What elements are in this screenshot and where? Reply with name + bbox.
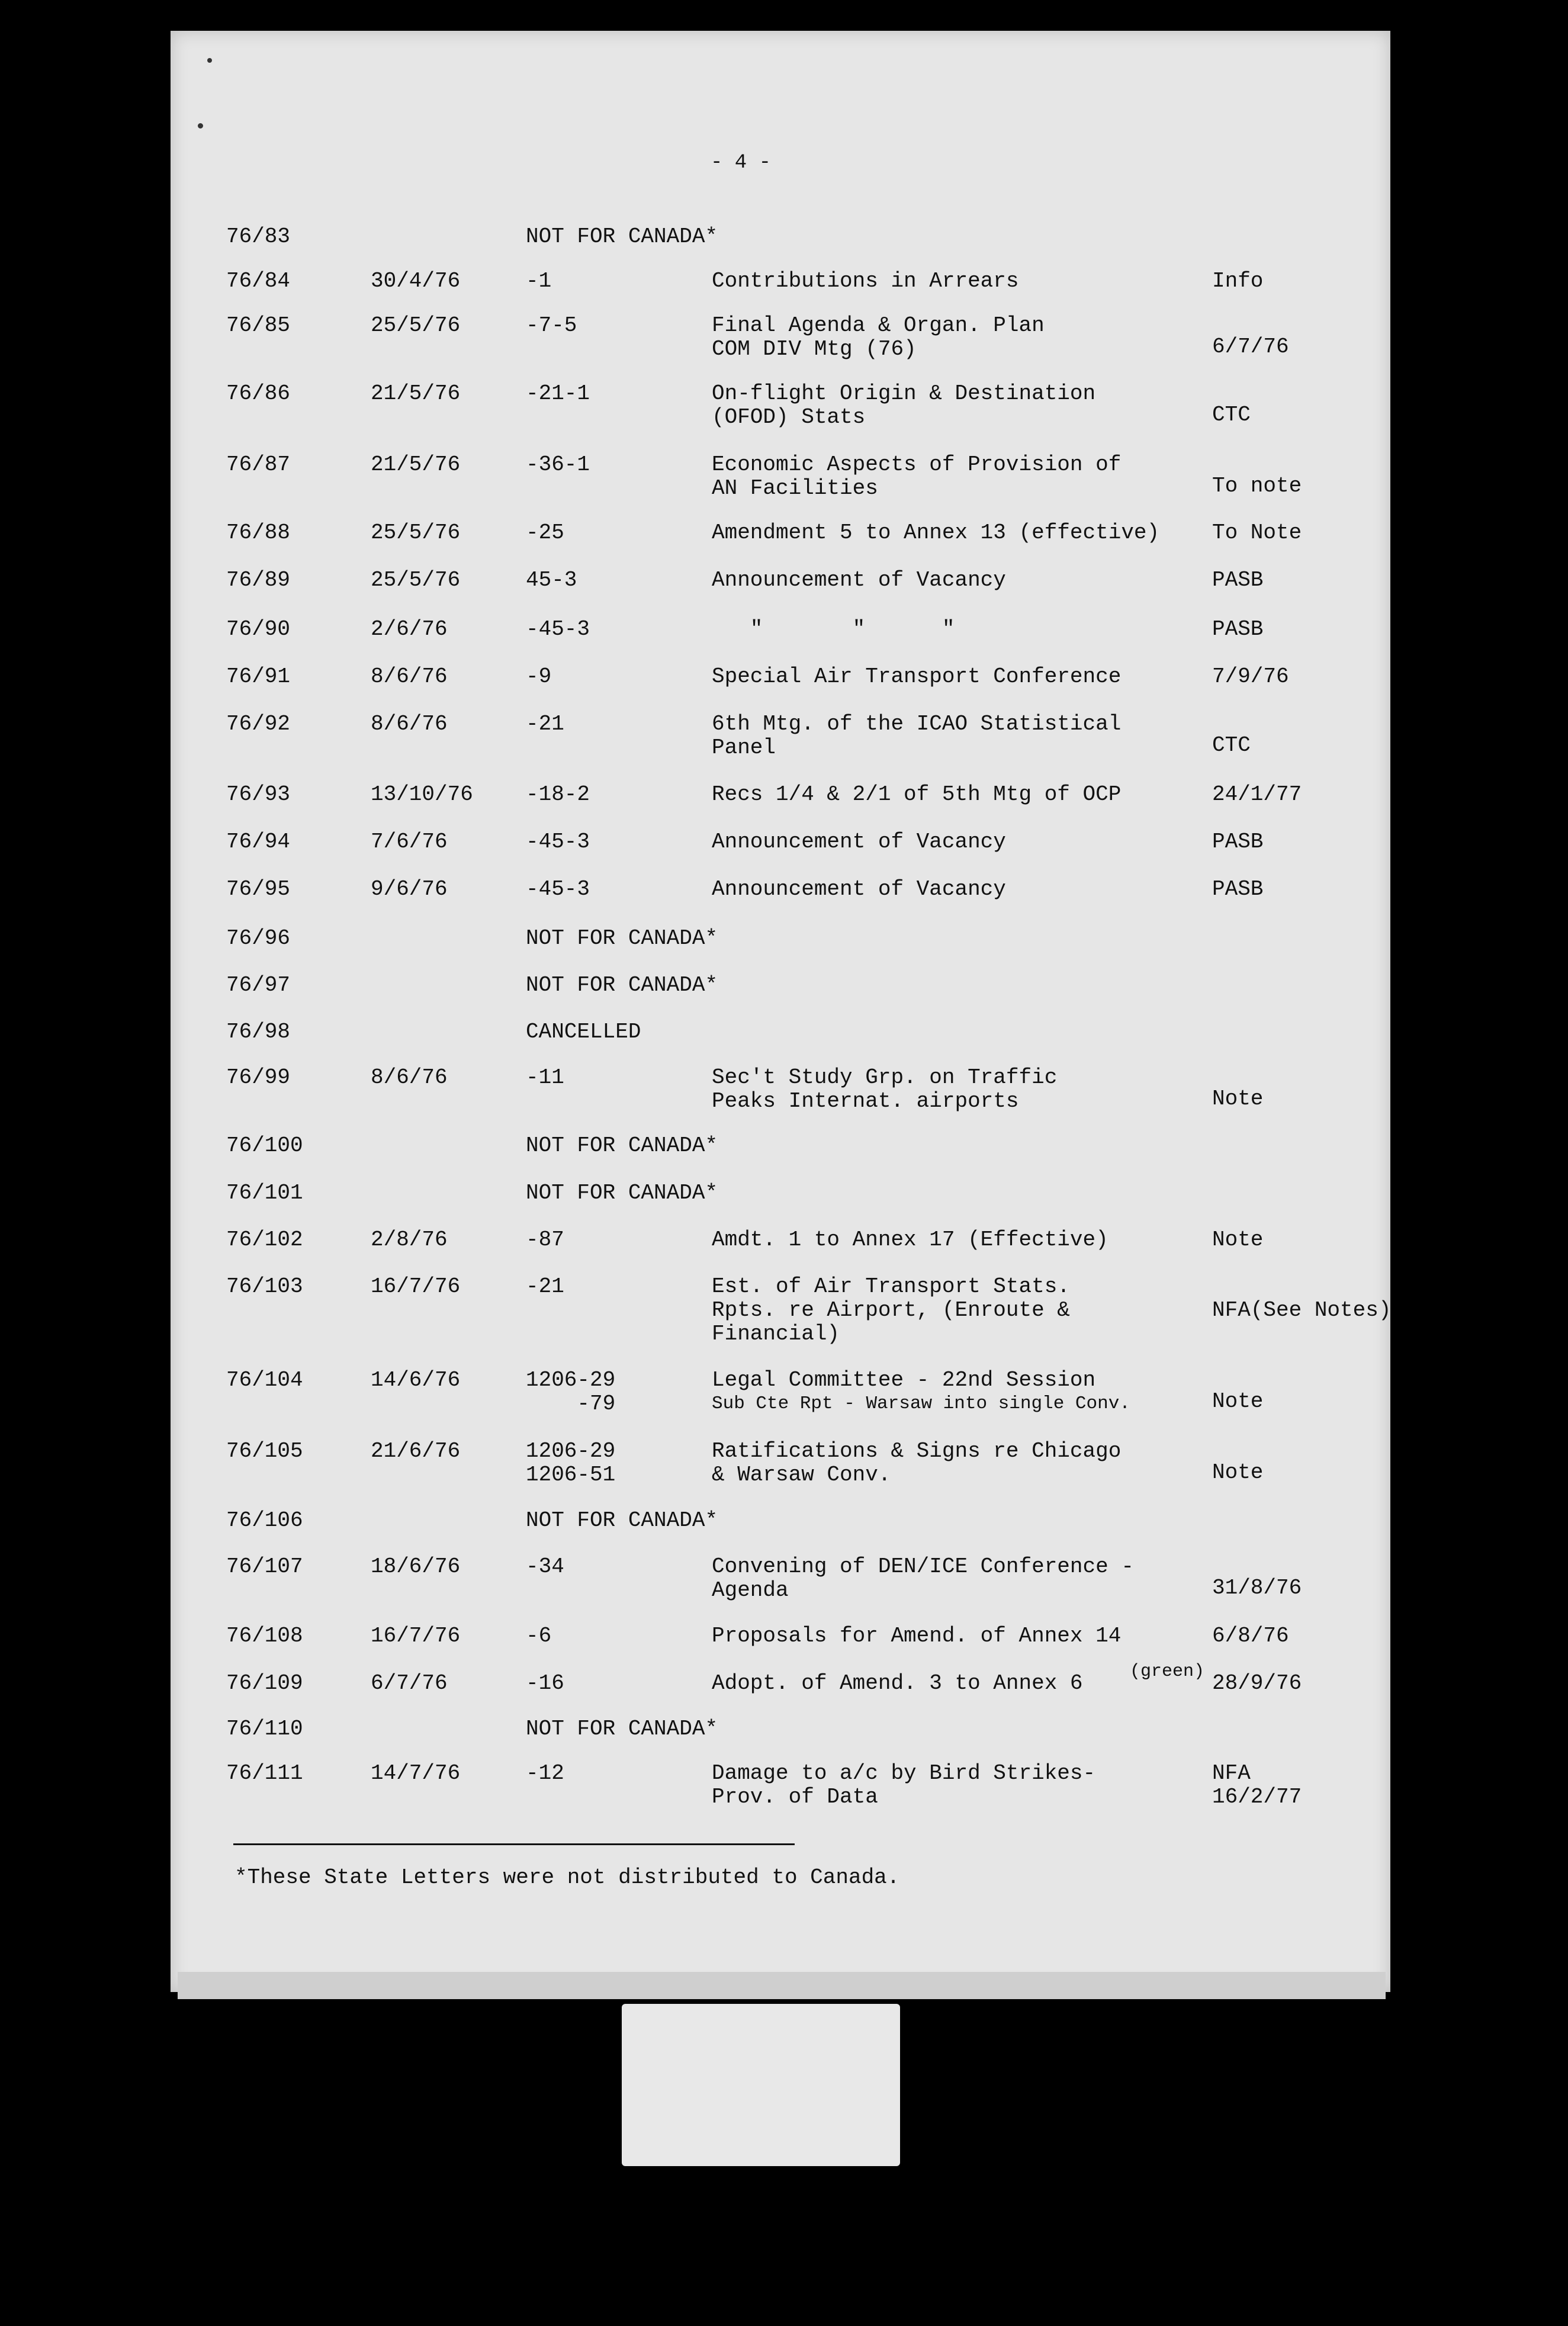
letter-number: 76/88 bbox=[226, 521, 291, 545]
letter-date: 14/6/76 bbox=[371, 1368, 461, 1392]
paper-slip bbox=[622, 2004, 900, 2166]
subject-line: Rpts. re Airport, (Enroute & bbox=[712, 1298, 1070, 1322]
status-note: NOT FOR CANADA* bbox=[526, 1181, 718, 1205]
letter-date: 6/7/76 bbox=[371, 1671, 448, 1695]
file-reference: -25 bbox=[526, 521, 564, 545]
action-taken: CTC bbox=[1212, 733, 1251, 757]
letter-number: 76/97 bbox=[226, 973, 291, 997]
subject-line: Amendment 5 to Annex 13 (effective) bbox=[712, 521, 1160, 545]
status-note: CANCELLED bbox=[526, 1020, 641, 1044]
status-note: NOT FOR CANADA* bbox=[526, 973, 718, 997]
action-taken: 24/1/77 bbox=[1212, 782, 1302, 807]
letter-number: 76/109 bbox=[226, 1671, 303, 1695]
action-taken: PASB bbox=[1212, 877, 1264, 901]
letter-subject bbox=[712, 665, 1121, 689]
letter-number: 76/91 bbox=[226, 664, 291, 689]
file-reference: -45-3 bbox=[526, 877, 590, 901]
subject-line: Proposals for Amend. of Annex 14 bbox=[712, 1624, 1122, 1648]
speck bbox=[198, 123, 203, 128]
action-taken: PASB bbox=[1212, 568, 1264, 592]
subject-line: Ratifications & Signs re Chicago bbox=[712, 1439, 1122, 1463]
letter-date: 8/6/76 bbox=[371, 712, 448, 736]
letter-number: 76/92 bbox=[226, 712, 291, 736]
letter-number: 76/85 bbox=[226, 313, 291, 338]
subject-line: Legal Committee - 22nd Session bbox=[712, 1368, 1096, 1392]
file-reference: 1206-29 -79 bbox=[526, 1368, 616, 1416]
file-reference: -45-3 bbox=[526, 617, 590, 641]
subject-line: Contributions in Arrears bbox=[712, 269, 1019, 293]
subject-line: Est. of Air Transport Stats. bbox=[712, 1274, 1070, 1299]
action-taken: 28/9/76 bbox=[1212, 1671, 1302, 1695]
letter-number: 76/106 bbox=[226, 1508, 303, 1533]
letter-number: 76/93 bbox=[226, 782, 291, 807]
status-note: NOT FOR CANADA* bbox=[526, 1133, 718, 1158]
letter-date: 21/6/76 bbox=[371, 1439, 461, 1463]
action-taken: To Note bbox=[1212, 521, 1302, 545]
letter-number: 76/94 bbox=[226, 830, 291, 854]
file-reference: -45-3 bbox=[526, 830, 590, 854]
letter-date: 25/5/76 bbox=[371, 521, 461, 545]
letter-subject bbox=[712, 521, 1159, 545]
letter-date: 16/7/76 bbox=[371, 1274, 461, 1299]
subject-line: Adopt. of Amend. 3 to Annex 6 bbox=[712, 1671, 1083, 1695]
action-taken: PASB bbox=[1212, 830, 1264, 854]
file-reference: -1 bbox=[526, 269, 552, 293]
file-reference: 1206-29 1206-51 bbox=[526, 1439, 616, 1487]
letter-subject bbox=[712, 712, 1121, 760]
letter-subject bbox=[712, 1368, 1130, 1416]
letter-date: 2/8/76 bbox=[371, 1228, 448, 1252]
letter-number: 76/100 bbox=[226, 1133, 303, 1158]
letter-subject bbox=[712, 1275, 1070, 1346]
subject-line: Special Air Transport Conference bbox=[712, 664, 1122, 689]
speck bbox=[207, 58, 212, 63]
subject-line: AN Facilities bbox=[712, 476, 878, 500]
action-taken: 6/7/76 bbox=[1212, 335, 1289, 359]
subject-line: Panel bbox=[712, 735, 776, 760]
letter-date: 14/7/76 bbox=[371, 1761, 461, 1785]
subject-line: Sub Cte Rpt - Warsaw into single Conv. bbox=[712, 1393, 1130, 1414]
letter-date: 8/6/76 bbox=[371, 664, 448, 689]
subject-line: Announcement of Vacancy bbox=[712, 568, 1006, 592]
subject-line: Recs 1/4 & 2/1 of 5th Mtg of OCP bbox=[712, 782, 1122, 807]
letter-subject bbox=[712, 314, 1045, 361]
subject-line: 6th Mtg. of the ICAO Statistical bbox=[712, 712, 1122, 736]
action-taken: Note bbox=[1212, 1228, 1264, 1252]
letter-number: 76/99 bbox=[226, 1065, 291, 1090]
file-reference: -87 bbox=[526, 1228, 564, 1252]
letter-number: 76/83 bbox=[226, 224, 291, 249]
letter-number: 76/98 bbox=[226, 1020, 291, 1044]
letter-date: 21/5/76 bbox=[371, 381, 461, 406]
action-taken: To note bbox=[1212, 474, 1302, 498]
file-reference: -21 bbox=[526, 1274, 564, 1299]
letter-number: 76/108 bbox=[226, 1624, 303, 1648]
action-taken: Info bbox=[1212, 269, 1264, 293]
letter-subject bbox=[712, 783, 1121, 807]
file-reference: -6 bbox=[526, 1624, 552, 1648]
file-reference: 45-3 bbox=[526, 568, 577, 592]
action-taken: 6/8/76 bbox=[1212, 1624, 1289, 1648]
letter-date: 9/6/76 bbox=[371, 877, 448, 901]
action-taken: Note bbox=[1212, 1460, 1264, 1485]
subject-line: Prov. of Data bbox=[712, 1785, 878, 1809]
letter-number: 76/90 bbox=[226, 617, 291, 641]
file-reference: -16 bbox=[526, 1671, 564, 1695]
action-taken: 31/8/76 bbox=[1212, 1576, 1302, 1600]
subject-line: Announcement of Vacancy bbox=[712, 877, 1006, 901]
letter-number: 76/89 bbox=[226, 568, 291, 592]
letter-date: 25/5/76 bbox=[371, 313, 461, 338]
letter-number: 76/95 bbox=[226, 877, 291, 901]
subject-line: COM DIV Mtg (76) bbox=[712, 337, 917, 361]
letter-number: 76/86 bbox=[226, 381, 291, 406]
letter-date: 30/4/76 bbox=[371, 269, 461, 293]
action-taken: 7/9/76 bbox=[1212, 664, 1289, 689]
subject-line: Final Agenda & Organ. Plan bbox=[712, 313, 1045, 338]
letter-number: 76/96 bbox=[226, 926, 291, 950]
subject-line: Financial) bbox=[712, 1322, 840, 1346]
letter-number: 76/102 bbox=[226, 1228, 303, 1252]
letter-subject bbox=[712, 1762, 1095, 1809]
file-reference: -11 bbox=[526, 1065, 564, 1090]
letter-subject bbox=[712, 618, 955, 641]
letter-number: 76/87 bbox=[226, 452, 291, 477]
letter-number: 76/107 bbox=[226, 1554, 303, 1579]
subject-line: Convening of DEN/ICE Conference - bbox=[712, 1554, 1134, 1579]
letter-subject bbox=[712, 1066, 1057, 1113]
letter-date: 18/6/76 bbox=[371, 1554, 461, 1579]
letter-number: 76/101 bbox=[226, 1181, 303, 1205]
letter-number: 76/110 bbox=[226, 1717, 303, 1741]
file-reference: -36-1 bbox=[526, 452, 590, 477]
footnote-rule bbox=[233, 1843, 795, 1845]
letter-date: 21/5/76 bbox=[371, 452, 461, 477]
subject-line: Economic Aspects of Provision of bbox=[712, 452, 1122, 477]
page-bottom-edge bbox=[178, 1972, 1386, 1999]
subject-line: " " " bbox=[712, 617, 955, 641]
action-taken: Note bbox=[1212, 1087, 1264, 1111]
subject-line: Sec't Study Grp. on Traffic bbox=[712, 1065, 1058, 1090]
letter-date: 13/10/76 bbox=[371, 782, 473, 807]
page-number: - 4 - bbox=[711, 152, 772, 174]
subject-line: Damage to a/c by Bird Strikes- bbox=[712, 1761, 1096, 1785]
file-reference: -18-2 bbox=[526, 782, 590, 807]
file-reference: -34 bbox=[526, 1554, 564, 1579]
file-reference: -21-1 bbox=[526, 381, 590, 406]
letter-number: 76/105 bbox=[226, 1439, 303, 1463]
subject-line: & Warsaw Conv. bbox=[712, 1463, 891, 1487]
subject-line: Peaks Internat. airports bbox=[712, 1089, 1019, 1113]
letter-date: 7/6/76 bbox=[371, 830, 448, 854]
letter-subject bbox=[712, 269, 1018, 293]
subject-line: On-flight Origin & Destination bbox=[712, 381, 1096, 406]
letter-subject bbox=[712, 830, 1006, 854]
file-reference: -21 bbox=[526, 712, 564, 736]
letter-date: 8/6/76 bbox=[371, 1065, 448, 1090]
letter-number: 76/84 bbox=[226, 269, 291, 293]
letter-subject bbox=[712, 878, 1006, 901]
letter-number: 76/104 bbox=[226, 1368, 303, 1392]
letter-number: 76/103 bbox=[226, 1274, 303, 1299]
status-note: NOT FOR CANADA* bbox=[526, 1717, 718, 1741]
subject-line: Agenda bbox=[712, 1578, 789, 1602]
action-taken: NFA 16/2/77 bbox=[1212, 1761, 1302, 1809]
status-note: NOT FOR CANADA* bbox=[526, 224, 718, 249]
superscript-note: (green) bbox=[1130, 1662, 1205, 1682]
letter-subject bbox=[712, 382, 1095, 429]
letter-subject bbox=[712, 1440, 1121, 1487]
file-reference: -9 bbox=[526, 664, 552, 689]
letter-date: 16/7/76 bbox=[371, 1624, 461, 1648]
subject-line: Amdt. 1 to Annex 17 (Effective) bbox=[712, 1228, 1108, 1252]
letter-subject bbox=[712, 568, 1006, 592]
letter-date: 2/6/76 bbox=[371, 617, 448, 641]
action-taken: PASB bbox=[1212, 617, 1264, 641]
letter-subject bbox=[712, 1672, 1083, 1695]
letter-subject bbox=[712, 1624, 1121, 1648]
action-taken: NFA(See Notes) bbox=[1212, 1298, 1392, 1322]
footnote: *These State Letters were not distributed to Canada. bbox=[234, 1865, 900, 1890]
letter-date: 25/5/76 bbox=[371, 568, 461, 592]
file-reference: -12 bbox=[526, 1761, 564, 1785]
letter-subject bbox=[712, 1555, 1134, 1602]
status-note: NOT FOR CANADA* bbox=[526, 926, 718, 950]
action-taken: Note bbox=[1212, 1389, 1264, 1413]
subject-line: Announcement of Vacancy bbox=[712, 830, 1006, 854]
letter-number: 76/111 bbox=[226, 1761, 303, 1785]
letter-subject bbox=[712, 1228, 1108, 1252]
subject-line: (OFOD) Stats bbox=[712, 405, 866, 429]
file-reference: -7-5 bbox=[526, 313, 577, 338]
status-note: NOT FOR CANADA* bbox=[526, 1508, 718, 1533]
action-taken: CTC bbox=[1212, 403, 1251, 427]
letter-subject bbox=[712, 453, 1121, 500]
